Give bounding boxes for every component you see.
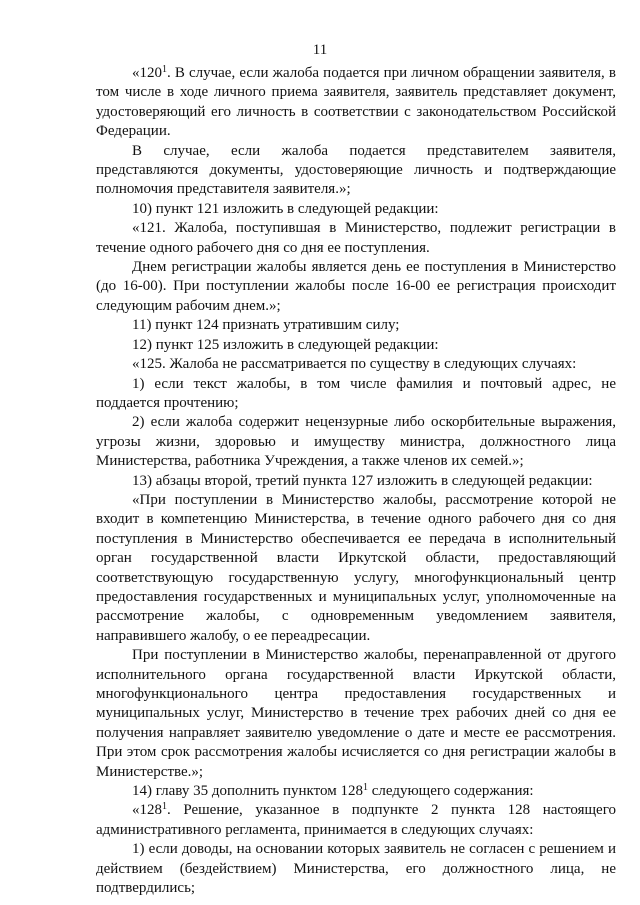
paragraph-121: «121. Жалоба, поступившая в Министерство, подлежит регистрации в течение одного рабочего дня со дня ее поступления.: [96, 220, 616, 256]
superscript: 1: [362, 782, 368, 794]
paragraph-127-third: При поступлении в Министерство жалобы, перенаправленной от другого исполнительного органа государственной власти Иркутской области, многофункционального центра предоставления государственных и муниципальных услуг, Министерство в течение трех рабочих дней со дня ее получения направляет заявителю уведомление о дате и месте ее рассмотрения. При этом срок рассмотрения жалобы исчисляется со дня регистрации жалобы в Министерстве.»;: [96, 647, 616, 780]
page-number: 11: [312, 42, 328, 58]
paragraph-text: . В случае, если жалоба подается при личном обращении заявителя, в том числе в ходе личного приема заявителя, заявитель представляет документ, удостоверяющий его личность в соответствии с законодательством Российской Федерации.: [96, 65, 616, 140]
paragraph-128-1: [96, 801, 616, 840]
paragraph-120-1: [96, 64, 616, 142]
superscript: 1: [162, 64, 167, 75]
paragraph-125-case-2: 2) если жалоба содержит нецензурные либо оскорбительные выражения, угрозы жизни, здоровью и имуществу министра, должностного лица Министерства, работника Учреждения, а также членов их семей.»;: [96, 414, 616, 470]
paragraph-125-case-1: 1) если текст жалобы, в том числе фамилия и почтовый адрес, не поддается прочтению;: [96, 375, 616, 411]
paragraph-text: 14) главу 35 дополнить пунктом 128: [132, 783, 363, 800]
paragraph-representative: В случае, если жалоба подается представителем заявителя, представляются документы, удостоверяющие личность и подтверждающие полномочия представителя заявителя.»;: [96, 142, 616, 198]
paragraph-item-11: 11) пункт 124 признать утратившим силу;: [132, 317, 400, 334]
paragraph-text: следующего содержания:: [367, 783, 534, 800]
paragraph-item-14: [96, 782, 616, 801]
paragraph-text: . Решение, указанное в подпункте 2 пункта 128 настоящего административного регламента, принимается в следующих случаях:: [96, 802, 616, 838]
paragraph-text: «128: [132, 802, 162, 819]
paragraph-127-second: «При поступлении в Министерство жалобы, рассмотрение которой не входит в компетенцию Министерства, в течение одного рабочего дня со дня поступления в Министерство обеспечивается ее передача в исполнительный орган государственной власти Иркутской области, предоставляющий соответствующую государственную услугу, многофункциональный центр предоставления государственных и муниципальных услуг, уполномоченные на рассмотрение жалобы, с одновременным уведомлением заявителя, направившего жалобу, о ее переадресации.: [96, 491, 616, 644]
paragraph-item-12: 12) пункт 125 изложить в следующей редакции:: [132, 336, 439, 353]
paragraph-item-13: 13) абзацы второй, третий пункта 127 изложить в следующей редакции:: [132, 472, 593, 489]
paragraph-item-10: 10) пункт 121 изложить в следующей редакции:: [132, 200, 439, 217]
paragraph-125: «125. Жалоба не рассматривается по существу в следующих случаях:: [132, 356, 577, 373]
paragraph-registration-day: Днем регистрации жалобы является день ее поступления в Министерство (до 16-00). При поступлении жалобы после 16-00 ее регистрация происходит следующим рабочим днем.»;: [96, 259, 616, 314]
paragraph-128-1-case-1: 1) если доводы, на основании которых заявитель не согласен с решением и действием (бездействием) Министерства, его должностного лица, не подтвердились;: [96, 841, 616, 897]
paragraph-text: «120: [132, 65, 162, 81]
document-body: [96, 64, 616, 898]
superscript: 1: [162, 801, 167, 813]
